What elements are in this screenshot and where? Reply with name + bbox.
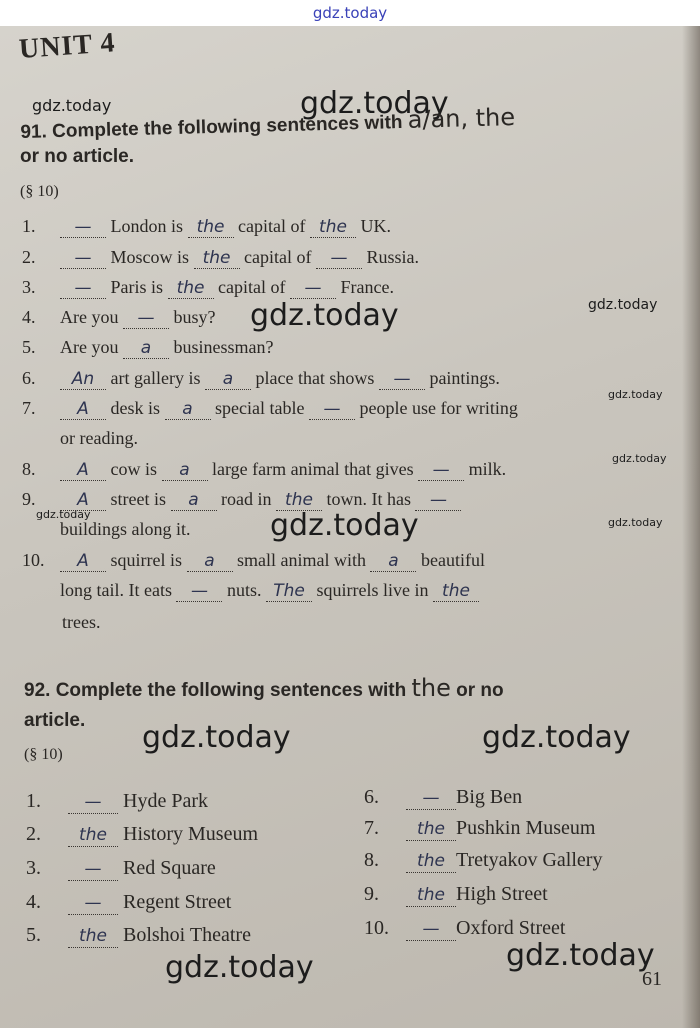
sentence-text: Are you (60, 337, 123, 357)
answer-blank[interactable] (205, 368, 251, 390)
handwritten-answer: — (393, 369, 411, 389)
watermark: gdz.today (300, 86, 449, 121)
sentence-text: London is (106, 216, 188, 236)
item-number: 3. (26, 857, 41, 879)
watermark: gdz.today (270, 508, 419, 543)
sentence-text: cow is (106, 459, 162, 479)
answer-blank[interactable] (276, 489, 322, 511)
task-number: 92. (24, 680, 51, 701)
answer-blank[interactable] (60, 489, 106, 511)
list-item (26, 891, 231, 921)
handwritten-answer: the (196, 217, 225, 237)
list-item (364, 817, 595, 847)
handwritten-answer: the (285, 490, 313, 510)
handwritten-answer: a (188, 490, 199, 510)
handwritten-answer: — (304, 278, 322, 298)
watermark: gdz.today (250, 298, 399, 333)
handwritten-answer: a (140, 338, 152, 358)
handwritten-answer: A (77, 490, 89, 510)
handwritten-answer: the (417, 885, 445, 905)
exercise-row (22, 307, 632, 335)
item-number: 5. (22, 337, 36, 357)
page-number: 61 (642, 968, 662, 990)
sentence-text: nuts. (222, 580, 266, 600)
handwritten-answer: A (77, 551, 89, 571)
task-article: the (411, 674, 451, 702)
answer-blank[interactable] (290, 277, 336, 299)
exercise-row (22, 398, 632, 426)
place-name: Red Square (123, 857, 216, 879)
item-number: 7. (22, 398, 36, 418)
answer-blank[interactable] (60, 398, 106, 420)
page-edge-shadow (682, 26, 700, 1028)
item-number: 1. (26, 790, 41, 812)
watermark: gdz.today (608, 516, 663, 529)
exercise-row-continuation: or reading. (60, 428, 138, 448)
exercise-row (22, 368, 632, 396)
handwritten-answer: A (77, 460, 89, 480)
answer-blank[interactable] (309, 398, 355, 420)
sentence-text: Are you (60, 307, 123, 327)
item-number: 5. (26, 924, 41, 946)
exercise-row (22, 489, 632, 517)
handwritten-answer: — (74, 278, 92, 298)
handwritten-answer: the (202, 248, 231, 268)
unit-title: UNIT 4 (18, 27, 117, 65)
item-number: 3. (22, 277, 36, 297)
sentence-text: place that shows (250, 368, 379, 388)
item-number: 9. (364, 883, 379, 905)
task-instruction-end: or no (456, 680, 504, 701)
sentence-text: busy? (168, 307, 216, 327)
handwritten-answer: — (190, 581, 208, 601)
watermark: gdz.today (32, 96, 112, 115)
sentence-text: beautiful (416, 550, 485, 570)
handwritten-answer: An (71, 369, 95, 389)
answer-blank[interactable] (406, 917, 456, 941)
place-name: High Street (456, 883, 548, 905)
place-name: Oxford Street (456, 917, 566, 939)
place-name: Bolshoi Theatre (123, 924, 251, 946)
answer-blank[interactable] (370, 550, 416, 572)
sentence-text: capital of (213, 277, 290, 297)
item-number: 8. (22, 459, 36, 479)
exercise-row-continuation: trees. (62, 612, 101, 632)
watermark: gdz.today (482, 720, 631, 755)
answer-blank[interactable] (171, 489, 217, 511)
handwritten-answer: the (319, 217, 347, 237)
exercise-row (22, 216, 632, 244)
answer-blank[interactable] (316, 247, 362, 269)
site-header (0, 0, 700, 26)
sentence-text: people use for writing (354, 398, 518, 418)
watermark: gdz.today (588, 297, 658, 313)
answer-blank[interactable] (68, 924, 118, 948)
exercise-row (22, 337, 632, 365)
task-instruction: Complete the following sentences with (55, 680, 407, 701)
answer-blank[interactable] (406, 817, 456, 841)
place-name: Big Ben (456, 786, 523, 808)
answer-blank[interactable] (406, 786, 456, 810)
sentence-text: large farm animal that gives (207, 459, 419, 479)
handwritten-answer: the (417, 819, 445, 839)
answer-blank[interactable] (310, 216, 356, 238)
exercise-row (22, 247, 632, 275)
watermark: gdz.today (506, 938, 655, 973)
item-number: 6. (364, 786, 379, 808)
answer-blank[interactable] (406, 849, 456, 873)
answer-blank[interactable] (60, 550, 106, 572)
task-instruction: Complete the following sentences with (51, 111, 403, 143)
exercise-row-continuation: buildings along it. (60, 519, 191, 539)
exercise-row (22, 277, 632, 305)
handwritten-answer: the (79, 926, 107, 946)
list-item (364, 849, 602, 879)
task-91-title-cont: or no article. (20, 146, 135, 167)
list-item (26, 924, 251, 954)
handwritten-answer: — (323, 399, 341, 419)
answer-blank[interactable] (68, 891, 118, 915)
handwritten-answer: a (182, 399, 193, 419)
handwritten-answer: A (77, 399, 89, 419)
handwritten-answer: — (422, 788, 440, 808)
sentence-text: paintings. (424, 368, 500, 388)
item-number: 9. (22, 489, 36, 509)
answer-blank[interactable] (418, 459, 464, 481)
sentence-text: Russia. (361, 247, 419, 267)
answer-blank[interactable] (433, 580, 479, 602)
item-number: 8. (364, 849, 379, 871)
handwritten-answer: — (429, 490, 447, 510)
sentence-text: street is (106, 489, 171, 509)
answer-blank[interactable] (415, 489, 461, 511)
item-number: 1. (22, 216, 36, 236)
item-number: 7. (364, 817, 379, 839)
list-item (26, 823, 258, 853)
item-number: 10. (364, 917, 389, 939)
textbook-page (0, 26, 700, 1028)
answer-blank[interactable] (60, 247, 106, 269)
list-item (364, 786, 522, 816)
task-articles: a/an, the (407, 103, 516, 134)
answer-blank[interactable] (68, 790, 118, 814)
handwritten-answer: — (330, 248, 348, 268)
site-link[interactable]: gdz.today (312, 4, 388, 22)
handwritten-answer: a (179, 460, 190, 480)
sentence-text: small animal with (232, 550, 371, 570)
handwritten-answer: — (84, 792, 102, 812)
answer-blank[interactable] (266, 580, 312, 602)
watermark: gdz.today (608, 388, 663, 401)
sentence-text: town. It has (321, 489, 416, 509)
place-name: History Museum (123, 823, 258, 845)
answer-blank[interactable] (379, 368, 425, 390)
task-92-title (24, 674, 504, 702)
handwritten-answer: — (84, 859, 102, 879)
sentence-text: Paris is (106, 277, 168, 297)
sentence-text: squirrels live in (312, 580, 433, 600)
handwritten-answer: The (273, 581, 305, 601)
list-item (26, 857, 216, 887)
answer-blank[interactable] (123, 307, 169, 329)
sentence-text: UK. (355, 216, 391, 236)
answer-blank[interactable] (68, 823, 118, 847)
handwritten-answer: the (417, 851, 445, 871)
answer-blank[interactable] (188, 216, 234, 238)
item-number: 6. (22, 368, 36, 388)
handwritten-answer: — (422, 919, 440, 939)
handwritten-answer: — (74, 217, 92, 237)
handwritten-answer: — (432, 460, 450, 480)
watermark: gdz.today (165, 950, 314, 985)
sentence-text: desk is (106, 398, 165, 418)
section-ref: (§ 10) (20, 183, 59, 200)
list-item (26, 790, 208, 820)
sentence-text: capital of (239, 247, 316, 267)
watermark: gdz.today (612, 452, 667, 465)
handwritten-answer: the (442, 581, 470, 601)
section-ref: (§ 10) (24, 746, 63, 763)
watermark: gdz.today (36, 508, 91, 521)
handwritten-answer: the (79, 825, 107, 845)
sentence-text: France. (335, 277, 394, 297)
place-name: Tretyakov Gallery (456, 849, 603, 871)
handwritten-answer: a (222, 369, 234, 389)
exercise-row (22, 459, 632, 487)
place-name: Regent Street (123, 891, 232, 913)
sentence-text: road in (216, 489, 276, 509)
answer-blank[interactable] (68, 857, 118, 881)
place-name: Hyde Park (123, 790, 208, 812)
answer-blank[interactable] (162, 459, 208, 481)
place-name: Pushkin Museum (456, 817, 596, 839)
watermark: gdz.today (142, 720, 291, 755)
handwritten-answer: — (74, 248, 92, 268)
answer-blank[interactable] (187, 550, 233, 572)
sentence-text: art gallery is (106, 368, 205, 388)
sentence-text: special table (210, 398, 309, 418)
handwritten-answer: the (176, 278, 205, 298)
item-number: 2. (22, 247, 36, 267)
sentence-text: capital of (233, 216, 310, 236)
exercise-row (22, 550, 632, 578)
sentence-text: businessman? (168, 337, 274, 357)
handwritten-answer: — (137, 308, 155, 328)
item-number: 2. (26, 823, 41, 845)
answer-blank[interactable] (60, 216, 106, 238)
answer-blank[interactable] (123, 337, 169, 359)
answer-blank[interactable] (176, 580, 222, 602)
list-item (364, 883, 548, 913)
answer-blank[interactable] (165, 398, 211, 420)
handwritten-answer: a (388, 551, 399, 571)
handwritten-answer: a (204, 551, 215, 571)
answer-blank[interactable] (168, 277, 214, 299)
sentence-text: Moscow is (106, 247, 194, 267)
list-item (364, 917, 565, 947)
sentence-text: long tail. It eats (60, 580, 177, 600)
answer-blank[interactable] (60, 277, 106, 299)
task-92-title-cont: article. (24, 710, 86, 731)
answer-blank[interactable] (60, 459, 106, 481)
answer-blank[interactable] (406, 883, 456, 907)
item-number: 10. (22, 550, 45, 570)
answer-blank[interactable] (194, 247, 240, 269)
sentence-text: milk. (464, 459, 507, 479)
item-number: 4. (26, 891, 41, 913)
answer-blank[interactable] (60, 368, 106, 390)
item-number: 4. (22, 307, 36, 327)
task-number: 91. (20, 121, 48, 143)
handwritten-answer: — (84, 893, 102, 913)
exercise-row-continuation (60, 580, 670, 608)
sentence-text: squirrel is (106, 550, 187, 570)
